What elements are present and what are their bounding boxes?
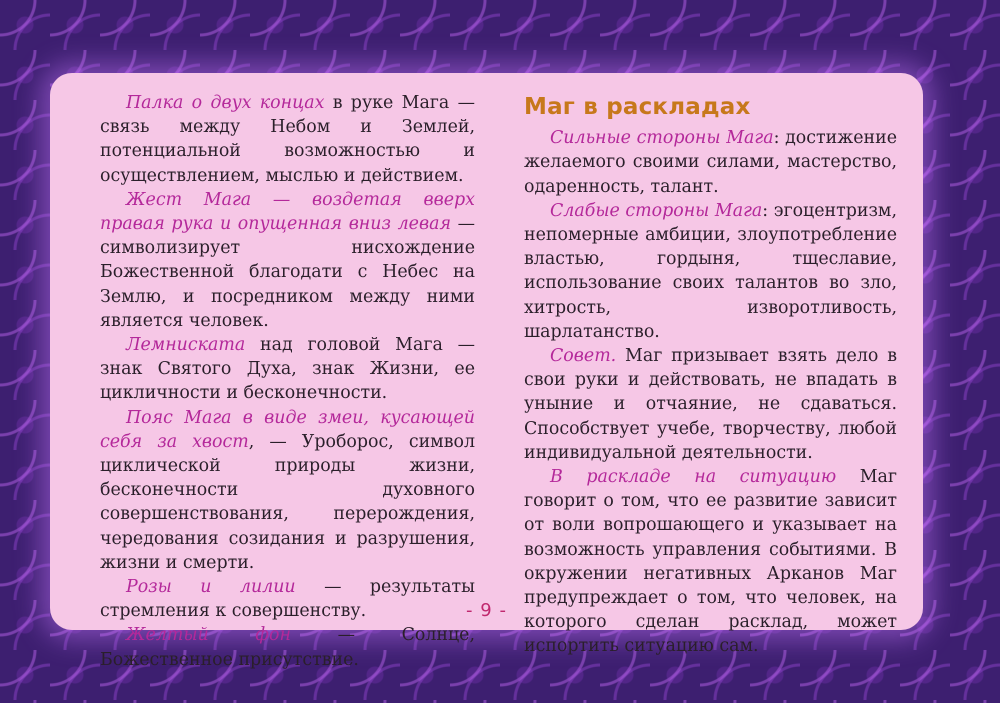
- paragraph-situation: [524, 465, 897, 659]
- paragraph-weaknesses: [524, 199, 897, 344]
- page-card: [50, 73, 923, 670]
- emphasis: Слабые стороны Мага: [550, 200, 763, 221]
- paragraph-text: над головой Мага — знак Святого Духа, знак Жизни, ее цикличности и бесконечности.: [100, 335, 475, 404]
- paragraph-text: — Солнце, Божественное присутствие.: [100, 625, 475, 670]
- paragraph-advice: [524, 344, 897, 465]
- paragraph-staff: [100, 91, 475, 188]
- paragraph-lemniscate: [100, 333, 475, 406]
- paragraph-belt: [100, 406, 475, 575]
- paragraph-text: : эгоцентризм, непомерные амбиции, злоупотребление властью, гордыня, тщеславие, использование своих талантов во зло, хитрость, изворотливость, шарлатанство.: [524, 200, 897, 342]
- section-title: Маг в раскладах: [524, 94, 751, 120]
- paragraph-text: Маг говорит о том, что ее развитие зависит от воли вопрошающего и указывает на возможность управления событиями. В окружении негативных Арканов Маг предупреждает о том, что человек, на которого сделан расклад, может испортить ситуацию сам.: [524, 467, 897, 657]
- paragraph-text: в руке Мага — связь между Небом и Землей, потенциальной возможностью и осуществлением, мыслью и действием.: [100, 93, 475, 186]
- emphasis: Желтый фон: [126, 625, 291, 646]
- emphasis: Жест Мага — воздетая вверх правая рука и опущенная вниз левая: [100, 189, 475, 235]
- emphasis: Пояс Мага в виде змеи, кусающей себя за хвост: [100, 407, 475, 452]
- page-number: - 9 -: [466, 600, 507, 621]
- emphasis: Лемниската: [126, 335, 246, 356]
- paragraph-text: , — Уроборос, символ циклической природы жизни, бесконечности духовного совершенствования, перерождения, чередования созидания и разрушения, жизни и смерти.: [100, 431, 475, 573]
- paragraph-gesture: [100, 188, 475, 333]
- right-column: [524, 95, 897, 659]
- left-column: [100, 91, 475, 672]
- paragraph-background: [100, 623, 475, 671]
- paragraph-text: — результаты стремления к совершенству.: [100, 577, 475, 622]
- paragraph-text: Маг призывает взять дело в свои руки и действовать, не впадать в уныние и отчаяние, не сдаваться. Способствует учебе, творчеству, любой индивидуальной деятельности.: [524, 346, 897, 463]
- emphasis: В раскладе на ситуацию: [550, 467, 837, 488]
- emphasis: Сильные стороны Мага: [550, 128, 774, 149]
- paragraph-text: : достижение желаемого своими силами, мастерство, одаренность, талант.: [524, 128, 897, 197]
- paragraph-text: — символизирует нисхождение Божественной благодати с Небес на Землю, и посредником между ними является человек.: [100, 214, 475, 331]
- emphasis: Совет.: [550, 346, 617, 367]
- paragraph-strengths: [524, 126, 897, 199]
- emphasis: Палка о двух концах: [126, 93, 325, 113]
- emphasis: Розы и лилии: [126, 577, 296, 598]
